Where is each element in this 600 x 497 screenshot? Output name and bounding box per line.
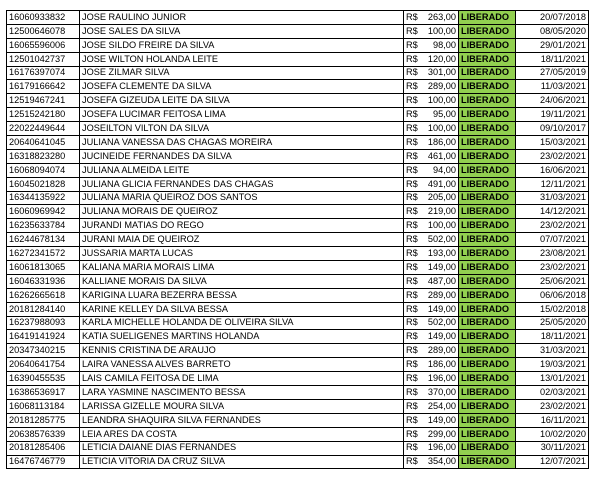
date-cell: 06/06/2018 bbox=[516, 288, 589, 302]
amount-cell bbox=[404, 247, 459, 261]
amount-value: 100,00 bbox=[427, 122, 456, 133]
amount-cell bbox=[404, 399, 459, 413]
currency-symbol: R$ bbox=[406, 220, 418, 231]
status-cell: LIBERADO bbox=[459, 261, 516, 275]
status-cell: LIBERADO bbox=[459, 80, 516, 94]
status-cell: LIBERADO bbox=[459, 288, 516, 302]
table-row bbox=[7, 288, 589, 302]
table-row bbox=[7, 344, 589, 358]
amount-cell bbox=[404, 316, 459, 330]
date-cell: 12/11/2021 bbox=[516, 177, 589, 191]
currency-symbol: R$ bbox=[406, 11, 418, 22]
amount-cell bbox=[404, 24, 459, 38]
name-cell: KENNIS CRISTINA DE ARAUJO bbox=[80, 344, 404, 358]
amount-cell bbox=[404, 455, 459, 469]
table-row bbox=[7, 302, 589, 316]
date-cell: 16/06/2021 bbox=[516, 163, 589, 177]
currency-symbol: R$ bbox=[406, 317, 418, 328]
date-cell: 25/06/2021 bbox=[516, 274, 589, 288]
table-row bbox=[7, 219, 589, 233]
amount-value: 370,00 bbox=[427, 386, 456, 397]
status-cell: LIBERADO bbox=[459, 330, 516, 344]
id-cell: 16272341572 bbox=[7, 247, 80, 261]
name-cell: KALLIANE MORAIS DA SILVA bbox=[80, 274, 404, 288]
amount-value: 299,00 bbox=[427, 428, 456, 439]
status-cell: LIBERADO bbox=[459, 52, 516, 66]
status-cell: LIBERADO bbox=[459, 122, 516, 136]
name-cell: JURANDI MATIAS DO REGO bbox=[80, 219, 404, 233]
currency-symbol: R$ bbox=[406, 109, 418, 120]
id-cell: 16390455535 bbox=[7, 372, 80, 386]
amount-cell bbox=[404, 80, 459, 94]
amount-cell bbox=[404, 330, 459, 344]
currency-symbol: R$ bbox=[406, 136, 418, 147]
id-cell: 16068094074 bbox=[7, 163, 80, 177]
date-cell: 09/10/2017 bbox=[516, 122, 589, 136]
amount-cell bbox=[404, 302, 459, 316]
amount-value: 196,00 bbox=[427, 442, 456, 453]
id-cell: 16176397074 bbox=[7, 66, 80, 80]
name-cell: JULIANA GLICIA FERNANDES DAS CHAGAS bbox=[80, 177, 404, 191]
date-cell: 19/11/2021 bbox=[516, 108, 589, 122]
table-row bbox=[7, 205, 589, 219]
amount-cell bbox=[404, 427, 459, 441]
amount-value: 461,00 bbox=[427, 150, 456, 161]
id-cell: 16244678134 bbox=[7, 233, 80, 247]
table-row bbox=[7, 11, 589, 25]
currency-symbol: R$ bbox=[406, 81, 418, 92]
amount-value: 196,00 bbox=[427, 373, 456, 383]
name-cell: LEIA ARES DA COSTA bbox=[80, 427, 404, 441]
date-cell: 20/07/2018 bbox=[516, 11, 589, 25]
name-cell: JULIANA MORAIS DE QUEIROZ bbox=[80, 205, 404, 219]
currency-symbol: R$ bbox=[406, 164, 418, 175]
name-cell: KARINE KELLEY DA SILVA BESSA bbox=[80, 302, 404, 316]
amount-cell bbox=[404, 372, 459, 386]
amount-value: 100,00 bbox=[427, 25, 456, 36]
table-row bbox=[7, 358, 589, 372]
name-cell: KARIGINA LUARA BEZERRA BESSA bbox=[80, 288, 404, 302]
date-cell: 30/11/2021 bbox=[516, 441, 589, 455]
table-row bbox=[7, 372, 589, 386]
table-row bbox=[7, 330, 589, 344]
status-cell: LIBERADO bbox=[459, 372, 516, 386]
date-cell: 27/05/2019 bbox=[516, 66, 589, 80]
amount-value: 289,00 bbox=[427, 345, 456, 356]
id-cell: 16419141924 bbox=[7, 330, 80, 344]
date-cell: 23/02/2021 bbox=[516, 399, 589, 413]
currency-symbol: R$ bbox=[406, 25, 418, 36]
date-cell: 13/01/2021 bbox=[516, 372, 589, 386]
id-cell: 20347340215 bbox=[7, 344, 80, 358]
status-cell: LIBERADO bbox=[459, 233, 516, 247]
id-cell: 16344135922 bbox=[7, 191, 80, 205]
date-cell: 29/01/2021 bbox=[516, 38, 589, 52]
amount-value: 487,00 bbox=[427, 275, 456, 286]
amount-value: 98,00 bbox=[433, 39, 456, 50]
id-cell: 20181284140 bbox=[7, 302, 80, 316]
currency-symbol: R$ bbox=[406, 67, 418, 78]
amount-cell bbox=[404, 122, 459, 136]
table-row bbox=[7, 413, 589, 427]
status-cell: LIBERADO bbox=[459, 205, 516, 219]
date-cell: 14/12/2021 bbox=[516, 205, 589, 219]
table-row bbox=[7, 24, 589, 38]
name-cell: KALIANA MARIA MORAIS LIMA bbox=[80, 261, 404, 275]
date-cell: 23/08/2021 bbox=[516, 247, 589, 261]
currency-symbol: R$ bbox=[406, 206, 418, 217]
currency-symbol: R$ bbox=[406, 456, 418, 467]
status-cell: LIBERADO bbox=[459, 455, 516, 469]
name-cell: JUCINEIDE FERNANDES DA SILVA bbox=[80, 149, 404, 163]
table-row bbox=[7, 52, 589, 66]
currency-symbol: R$ bbox=[406, 122, 418, 133]
table-row bbox=[7, 149, 589, 163]
currency-symbol: R$ bbox=[406, 359, 418, 370]
amount-value: 149,00 bbox=[427, 331, 456, 342]
id-cell: 20638576339 bbox=[7, 427, 80, 441]
id-cell: 12501042737 bbox=[7, 52, 80, 66]
id-cell: 16046331936 bbox=[7, 274, 80, 288]
currency-symbol: R$ bbox=[406, 192, 418, 203]
status-cell: LIBERADO bbox=[459, 427, 516, 441]
id-cell: 20181285406 bbox=[7, 441, 80, 455]
date-cell: 10/02/2020 bbox=[516, 427, 589, 441]
amount-value: 186,00 bbox=[427, 136, 456, 147]
date-cell: 23/02/2021 bbox=[516, 261, 589, 275]
currency-symbol: R$ bbox=[406, 247, 418, 258]
status-cell: LIBERADO bbox=[459, 38, 516, 52]
id-cell: 16179166642 bbox=[7, 80, 80, 94]
id-cell: 16235633784 bbox=[7, 219, 80, 233]
name-cell: JOSE WILTON HOLANDA LEITE bbox=[80, 52, 404, 66]
date-cell: 12/07/2021 bbox=[516, 455, 589, 469]
status-cell: LIBERADO bbox=[459, 219, 516, 233]
table-row bbox=[7, 455, 589, 469]
date-cell: 31/03/2021 bbox=[516, 191, 589, 205]
status-cell: LIBERADO bbox=[459, 316, 516, 330]
currency-symbol: R$ bbox=[406, 400, 418, 411]
id-cell: 16068113184 bbox=[7, 399, 80, 413]
name-cell: JULIANA VANESSA DAS CHAGAS MOREIRA bbox=[80, 136, 404, 150]
amount-cell bbox=[404, 66, 459, 80]
name-cell: JOSEILTON VILTON DA SILVA bbox=[80, 122, 404, 136]
date-cell: 31/03/2021 bbox=[516, 344, 589, 358]
amount-value: 289,00 bbox=[427, 81, 456, 92]
id-cell: 12500646078 bbox=[7, 24, 80, 38]
currency-symbol: R$ bbox=[406, 289, 418, 300]
amount-value: 100,00 bbox=[427, 220, 456, 231]
table-row bbox=[7, 399, 589, 413]
amount-cell bbox=[404, 191, 459, 205]
status-cell: LIBERADO bbox=[459, 191, 516, 205]
currency-symbol: R$ bbox=[406, 178, 418, 189]
table-row bbox=[7, 386, 589, 400]
date-cell: 18/11/2021 bbox=[516, 52, 589, 66]
amount-value: 205,00 bbox=[427, 192, 456, 203]
name-cell: JUSSARIA MARTA LUCAS bbox=[80, 247, 404, 261]
table-row bbox=[7, 122, 589, 136]
table-row bbox=[7, 316, 589, 330]
amount-value: 149,00 bbox=[427, 414, 456, 425]
amount-value: 254,00 bbox=[427, 400, 456, 411]
id-cell: 16060933832 bbox=[7, 11, 80, 25]
amount-value: 149,00 bbox=[427, 261, 456, 272]
currency-symbol: R$ bbox=[406, 373, 418, 383]
name-cell: LAIRA VANESSA ALVES BARRETO bbox=[80, 358, 404, 372]
amount-cell bbox=[404, 205, 459, 219]
amount-cell bbox=[404, 413, 459, 427]
status-cell: LIBERADO bbox=[459, 66, 516, 80]
currency-symbol: R$ bbox=[406, 261, 418, 272]
currency-symbol: R$ bbox=[406, 414, 418, 425]
date-cell: 16/11/2021 bbox=[516, 413, 589, 427]
amount-cell bbox=[404, 94, 459, 108]
name-cell: JOSE ZILMAR SILVA bbox=[80, 66, 404, 80]
table-row bbox=[7, 247, 589, 261]
amount-value: 289,00 bbox=[427, 289, 456, 300]
status-cell: LIBERADO bbox=[459, 108, 516, 122]
amount-value: 301,00 bbox=[427, 67, 456, 78]
amount-value: 100,00 bbox=[427, 95, 456, 106]
status-cell: LIBERADO bbox=[459, 149, 516, 163]
id-cell: 12519467241 bbox=[7, 94, 80, 108]
table-row bbox=[7, 441, 589, 455]
date-cell: 23/02/2021 bbox=[516, 149, 589, 163]
status-cell: LIBERADO bbox=[459, 136, 516, 150]
table-row bbox=[7, 38, 589, 52]
status-cell: LIBERADO bbox=[459, 94, 516, 108]
amount-cell bbox=[404, 261, 459, 275]
date-cell: 15/03/2021 bbox=[516, 136, 589, 150]
name-cell: JURANI MAIA DE QUEIROZ bbox=[80, 233, 404, 247]
amount-value: 186,00 bbox=[427, 359, 456, 370]
id-cell: 20640641754 bbox=[7, 358, 80, 372]
amount-value: 354,00 bbox=[427, 456, 456, 467]
table-row bbox=[7, 80, 589, 94]
status-cell: LIBERADO bbox=[459, 11, 516, 25]
name-cell: LETICIA VITORIA DA CRUZ SILVA bbox=[80, 455, 404, 469]
name-cell: JULIANA MARIA QUEIROZ DOS SANTOS bbox=[80, 191, 404, 205]
amount-value: 95,00 bbox=[433, 109, 456, 120]
currency-symbol: R$ bbox=[406, 234, 418, 245]
amount-cell bbox=[404, 441, 459, 455]
status-cell: LIBERADO bbox=[459, 358, 516, 372]
name-cell: LAIS CAMILA FEITOSA DE LIMA bbox=[80, 372, 404, 386]
date-cell: 25/05/2020 bbox=[516, 316, 589, 330]
table-row bbox=[7, 427, 589, 441]
name-cell: LARA YASMINE NASCIMENTO BESSA bbox=[80, 386, 404, 400]
name-cell: KATIA SUELIGENES MARTINS HOLANDA bbox=[80, 330, 404, 344]
amount-cell bbox=[404, 38, 459, 52]
currency-symbol: R$ bbox=[406, 53, 418, 64]
status-cell: LIBERADO bbox=[459, 24, 516, 38]
name-cell: LARISSA GIZELLE MOURA SILVA bbox=[80, 399, 404, 413]
currency-symbol: R$ bbox=[406, 428, 418, 439]
currency-symbol: R$ bbox=[406, 386, 418, 397]
status-cell: LIBERADO bbox=[459, 247, 516, 261]
amount-cell bbox=[404, 11, 459, 25]
amount-cell bbox=[404, 219, 459, 233]
amount-value: 502,00 bbox=[427, 234, 456, 245]
currency-symbol: R$ bbox=[406, 95, 418, 106]
table-row bbox=[7, 66, 589, 80]
id-cell: 16061813065 bbox=[7, 261, 80, 275]
name-cell: JOSEFA CLEMENTE DA SILVA bbox=[80, 80, 404, 94]
amount-value: 219,00 bbox=[427, 206, 456, 217]
currency-symbol: R$ bbox=[406, 303, 418, 314]
status-cell: LIBERADO bbox=[459, 177, 516, 191]
id-cell: 16045021828 bbox=[7, 177, 80, 191]
name-cell: JOSE SALES DA SILVA bbox=[80, 24, 404, 38]
amount-value: 491,00 bbox=[427, 178, 456, 189]
id-cell: 22022449644 bbox=[7, 122, 80, 136]
status-cell: LIBERADO bbox=[459, 302, 516, 316]
status-cell: LIBERADO bbox=[459, 344, 516, 358]
date-cell: 02/03/2021 bbox=[516, 386, 589, 400]
currency-symbol: R$ bbox=[406, 39, 418, 50]
status-cell: LIBERADO bbox=[459, 386, 516, 400]
id-cell: 16262665618 bbox=[7, 288, 80, 302]
table-row bbox=[7, 261, 589, 275]
id-cell: 16318823280 bbox=[7, 149, 80, 163]
id-cell: 16060969942 bbox=[7, 205, 80, 219]
table-row bbox=[7, 177, 589, 191]
name-cell: KARLA MICHELLE HOLANDA DE OLIVEIRA SILVA bbox=[80, 316, 404, 330]
table-row bbox=[7, 136, 589, 150]
amount-value: 94,00 bbox=[433, 164, 456, 175]
amount-value: 149,00 bbox=[427, 303, 456, 314]
name-cell: LEANDRA SHAQUIRA SILVA FERNANDES bbox=[80, 413, 404, 427]
amount-cell bbox=[404, 386, 459, 400]
status-cell: LIBERADO bbox=[459, 399, 516, 413]
amount-cell bbox=[404, 288, 459, 302]
records-table bbox=[6, 10, 589, 469]
name-cell: JOSE RAULINO JUNIOR bbox=[80, 11, 404, 25]
table-row bbox=[7, 163, 589, 177]
table-row bbox=[7, 191, 589, 205]
date-cell: 23/02/2021 bbox=[516, 219, 589, 233]
id-cell: 16065596006 bbox=[7, 38, 80, 52]
records-table-body bbox=[7, 11, 589, 469]
name-cell: JOSEFA LUCIMAR FEITOSA LIMA bbox=[80, 108, 404, 122]
amount-cell bbox=[404, 233, 459, 247]
amount-cell bbox=[404, 274, 459, 288]
date-cell: 15/02/2018 bbox=[516, 302, 589, 316]
date-cell: 18/11/2021 bbox=[516, 330, 589, 344]
amount-cell bbox=[404, 177, 459, 191]
table-row bbox=[7, 94, 589, 108]
id-cell: 16386536917 bbox=[7, 386, 80, 400]
amount-value: 120,00 bbox=[427, 53, 456, 64]
currency-symbol: R$ bbox=[406, 275, 418, 286]
table-row bbox=[7, 274, 589, 288]
status-cell: LIBERADO bbox=[459, 274, 516, 288]
amount-cell bbox=[404, 344, 459, 358]
id-cell: 12515242180 bbox=[7, 108, 80, 122]
currency-symbol: R$ bbox=[406, 331, 418, 342]
currency-symbol: R$ bbox=[406, 345, 418, 356]
date-cell: 24/06/2021 bbox=[516, 94, 589, 108]
name-cell: JOSEFA GIZEUDA LEITE DA SILVA bbox=[80, 94, 404, 108]
name-cell: LETICIA DAIANE DIAS FERNANDES bbox=[80, 441, 404, 455]
status-cell: LIBERADO bbox=[459, 163, 516, 177]
amount-cell bbox=[404, 358, 459, 372]
amount-cell bbox=[404, 163, 459, 177]
date-cell: 07/07/2021 bbox=[516, 233, 589, 247]
id-cell: 16476746779 bbox=[7, 455, 80, 469]
currency-symbol: R$ bbox=[406, 442, 418, 453]
table-row bbox=[7, 233, 589, 247]
currency-symbol: R$ bbox=[406, 150, 418, 161]
status-cell: LIBERADO bbox=[459, 441, 516, 455]
table-row bbox=[7, 108, 589, 122]
amount-cell bbox=[404, 149, 459, 163]
amount-cell bbox=[404, 52, 459, 66]
amount-value: 263,00 bbox=[427, 11, 456, 22]
date-cell: 19/03/2021 bbox=[516, 358, 589, 372]
amount-value: 193,00 bbox=[427, 247, 456, 258]
status-cell: LIBERADO bbox=[459, 413, 516, 427]
date-cell: 08/05/2020 bbox=[516, 24, 589, 38]
id-cell: 20181285775 bbox=[7, 413, 80, 427]
id-cell: 20640641045 bbox=[7, 136, 80, 150]
name-cell: JOSE SILDO FREIRE DA SILVA bbox=[80, 38, 404, 52]
id-cell: 16237988093 bbox=[7, 316, 80, 330]
amount-value: 502,00 bbox=[427, 317, 456, 328]
date-cell: 11/03/2021 bbox=[516, 80, 589, 94]
amount-cell bbox=[404, 136, 459, 150]
name-cell: JULIANA ALMEIDA LEITE bbox=[80, 163, 404, 177]
amount-cell bbox=[404, 108, 459, 122]
